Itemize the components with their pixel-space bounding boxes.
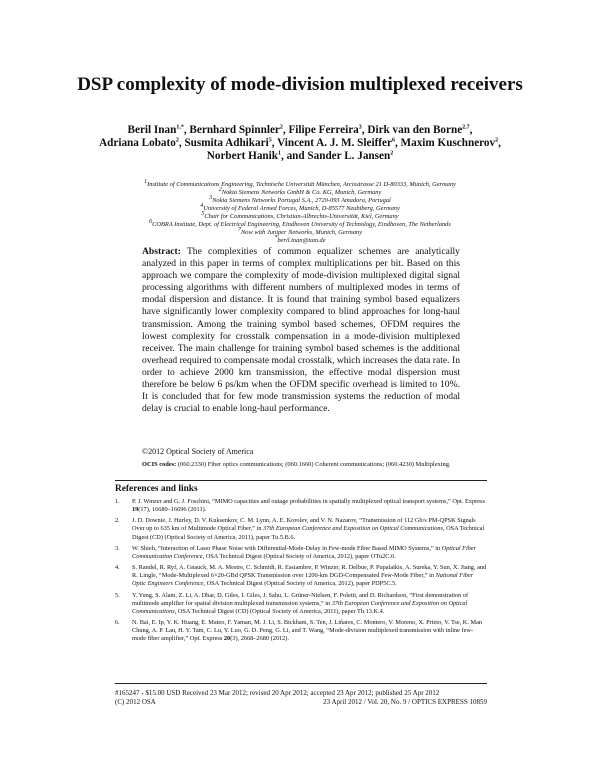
abstract-text: The complexities of common equalizer schemes are analytically analyzed in this paper in terms of complex multiplications per bit. Based on this approach we compare the complexity of mode-division multiplexed digital signal processing algorithms with different numbers of multiplexed modes in terms of modal dispersion and distance. It is found that training symbol based equalizers have significantly lower complexity compared to blind approaches for long-haul transmission. Among the training symbol based schemes, OFDM requires the lowest complexity for crosstalk compensation in a mode-division multiplexed receiver. The main challenge for training symbol based schemes is the additional overhead required to compensate modal crosstalk, which increases the data rate. In order to achieve 2000 km transmission, the effective modal dispersion must therefore be below 6 ps/km when the OFDM specific overhead is limited to 10%. It is concluded that for few mode transmission systems the reduction of modal delay is crucial to enable long-haul performance.	[142, 246, 460, 415]
author: Vincent A. J. M. Sleiffer$^6$	[277, 137, 395, 149]
footer-line-1: #165247 - $15.00 USD Received 23 Mar 2012; revised 20 Apr 2012; accepted 23 Apr 2012; published 25 Apr 2012	[115, 689, 440, 697]
footer-line-2	[115, 698, 487, 706]
ocis-label: OCIS codes:	[142, 461, 177, 468]
author-list: Beril Inan$^{1,*}$, Bernhard Spinnler$^2$, Filipe Ferreira$^3$, Dirk van den Borne$^{2,7}$, Adriana Lobato$^2$, Susmita Adhikari$^5$, Vincent A. J. M. Sleiffer$^6$, Maxim Kuschnerov$^2$, Norbert Hanik$^1$, and Sander L. Jansen$^2$	[99, 124, 501, 162]
author: Filipe Ferreira$^3$	[288, 124, 362, 136]
reference-text: Y. Yung, S. Alam, Z. Li, A. Dhar, D. Giles, I. Giles, J. Sahu, L. Grüner-Nielsen, F. Poletti, and D. Richardson, “First demonstration of multimode amplifier for spatial division multiplexed transmission systems,” in 37th European Conference and Exposition on Optical Communications, OSA Technical Digest (CD) (Optical Society of America, 2011), paper Th.13.K.4.	[132, 591, 469, 615]
ocis-codes	[142, 461, 460, 469]
abstract-label: Abstract:	[142, 246, 181, 257]
reference-number: 4.	[115, 564, 120, 572]
reference-item	[115, 619, 487, 643]
reference-number: 3.	[115, 544, 120, 552]
abstract	[142, 246, 460, 415]
author: Beril Inan$^{1,*}$	[127, 124, 184, 136]
affiliation: $^2$Nokia Siemens Networks GmbH & Co. KG, Munich, Germany	[218, 186, 382, 196]
reference-text: N. Bai, E. Ip, Y. K. Huang, E. Mateo, F. Yaman, M. J. Li, S. Bickham, S. Ten, J. Liñares, C. Montero, V. Moreno, X. Prieto, V. Tse, K. Man Chung, A. P. Lau, H. Y. Tam, C. Lu, Y. Luo, G. D. Peng, G. Li, and T. Wang, “Mode-division multiplexed transmission with inline few-mode fiber amplifier,” Opt. Express 20(3), 2668–2680 (2012).	[132, 619, 483, 643]
references-list	[115, 498, 487, 647]
affiliation-list	[112, 178, 488, 245]
reference-item	[115, 592, 487, 616]
reference-text: W. Shieh, “Interaction of Laser Phase Noise with Differential-Mode-Delay in Few-mode Fiber Based MIMO Systems,” in Optical Fiber Communication Conference, OSA Technical Digest (Optical Society of America, 2012), paper OTu2C.6.	[132, 544, 477, 560]
reference-number: 6.	[115, 619, 120, 627]
author: Sander L. Jansen$^2$	[307, 150, 394, 162]
reference-item	[115, 545, 487, 561]
references-heading: References and links	[115, 484, 198, 494]
footer-copyright: (C) 2012 OSA	[115, 698, 156, 706]
paper-title: DSP complexity of mode-division multiplexed receivers	[77, 74, 523, 95]
footer-journal-info: 23 April 2012 / Vol. 20, No. 9 / OPTICS EXPRESS 10859	[323, 698, 487, 706]
affiliation: $^6$COBRA Institute, Dept. of Electrical Engineering, Eindhoven University of Technology, Eindhoven, The Netherlands	[149, 218, 451, 228]
reference-item	[115, 498, 487, 514]
affiliation: $^7$Now with Juniper Networks, Munich, Germany	[238, 226, 362, 236]
reference-item	[115, 517, 487, 541]
references-rule	[115, 480, 487, 481]
author: Dirk van den Borne$^{2,7}$	[367, 124, 470, 136]
author: Susmita Adhikari$^5$	[184, 137, 272, 149]
author: Adriana Lobato$^2$	[99, 137, 179, 149]
footer-rule	[115, 683, 487, 684]
reference-text: P. J. Winzer and G. J. Foschini, “MIMO capacities and outage probabilities in spatially multiplexed optical transport systems,” Opt. Express 19(17), 16680–16696 (2011).	[132, 498, 485, 514]
author: Bernhard Spinnler$^2$	[189, 124, 283, 136]
affiliation: $^4$University of Federal Armed Forces, Munich, D-85577 Neubiberg, Germany	[200, 202, 400, 212]
copyright-notice: ©2012 Optical Society of America	[142, 447, 254, 456]
reference-number: 1.	[115, 498, 120, 505]
author-email[interactable]: *beril.inan@tum.de	[274, 234, 326, 244]
ocis-text: (060.2330) Fiber optics communications; (060.1660) Coherent communications; (060.4230) Multiplexing.	[177, 461, 451, 468]
reference-number: 5.	[115, 591, 120, 599]
affiliation: $^1$Institute of Communications Engineering, Technische Universität München, Arcisstrasse 21 D-80333, Munich, Germany	[144, 178, 456, 188]
author: Maxim Kuschnerov$^2$	[400, 137, 499, 149]
affiliation: $^5$Chair for Communications, Christian-Albrechts-Universität, Kiel, Germany	[201, 210, 399, 220]
reference-text: S. Randel, R. Ryf, A. Gnauck, M. A. Mestre, C. Schmidt, R. Essiambre, P. Winzer, R. Delbue, P. Pupalaikis, A. Sureka, Y. Sun, X. Jiang, and R. Lingle, “Mode-Multiplexed 6×20-GBd QPSK Transmission over 1200-km DGD-Compensated Few-Mode Fiber,” in National Fiber Optic Engineers Conference, OSA Technical Digest (Optical Society of America, 2012), paper PDP5C.5.	[132, 564, 487, 588]
reference-item	[115, 564, 487, 588]
affiliation: $^3$Nokia Siemens Networks Portugal S.A., 2720-093 Amadora, Portugal	[209, 194, 391, 204]
author: Norbert Hanik$^1$	[206, 150, 281, 162]
reference-text: J. D. Downie, J. Hurley, D. V. Kuksenkov, C. M. Lynn, A. E. Korolev, and V. N. Nazarov, “Transmission of 112 Gb/s PM-QPSK Signals Over up to 635 km of Multimode Optical Fiber,” in 37th European Conference and Exposition on Optical Communications, OSA Technical Digest (CD) (Optical Society of America, 2011), paper Tu.5.B.6.	[132, 517, 485, 541]
reference-number: 2.	[115, 517, 120, 525]
